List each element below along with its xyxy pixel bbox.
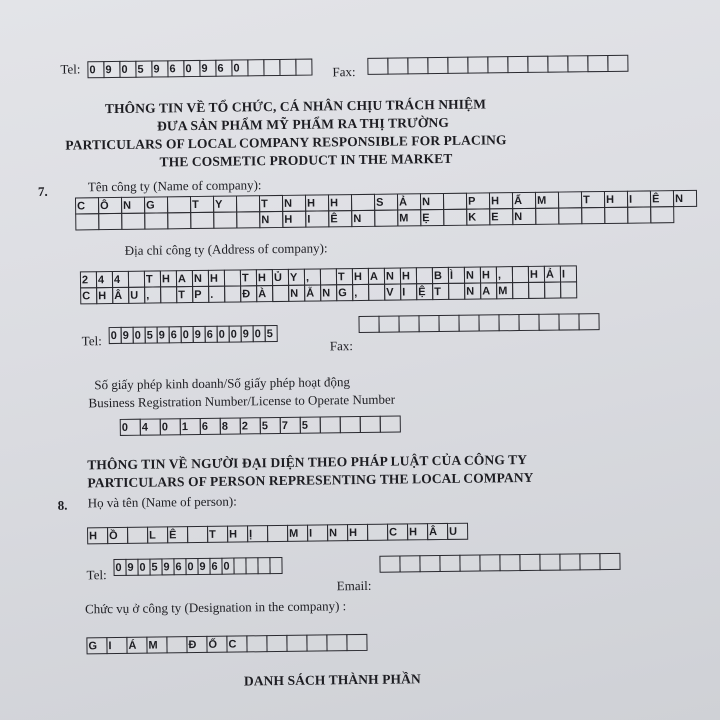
char-box[interactable]: Ủ	[272, 269, 289, 286]
char-box[interactable]	[295, 59, 312, 76]
char-box[interactable]: 1	[180, 418, 201, 435]
char-box[interactable]: 6	[169, 326, 182, 343]
char-box[interactable]: 0	[221, 558, 234, 575]
char-box[interactable]: 5	[300, 416, 321, 433]
char-box[interactable]: T	[190, 196, 214, 213]
char-box[interactable]: H	[208, 270, 225, 287]
person-name-boxes[interactable]	[88, 523, 468, 545]
company-name-label: Tên công ty (Name of company):	[87, 177, 262, 195]
char-box[interactable]: T	[432, 283, 449, 300]
char-box[interactable]	[306, 634, 327, 651]
top-fax-label: Fax:	[332, 64, 356, 80]
char-box[interactable]	[599, 553, 620, 570]
char-box[interactable]	[547, 55, 568, 72]
person-tel-label: Tel:	[86, 567, 107, 583]
char-box[interactable]: G	[86, 637, 107, 654]
char-box[interactable]: 2	[80, 271, 97, 288]
item-number-8: 8.	[57, 497, 68, 513]
char-box[interactable]	[236, 195, 260, 212]
char-box[interactable]	[266, 635, 287, 652]
char-box[interactable]: 0	[119, 61, 136, 78]
char-box[interactable]: 0	[87, 61, 104, 78]
char-box[interactable]	[518, 314, 539, 331]
char-box[interactable]: I	[400, 283, 417, 300]
item-number-7: 7.	[37, 183, 48, 199]
person-tel-boxes[interactable]	[114, 557, 282, 576]
char-box[interactable]	[368, 284, 385, 301]
company-tel-label: Tel:	[81, 333, 102, 349]
char-box[interactable]: 9	[157, 326, 170, 343]
char-box[interactable]	[418, 315, 439, 332]
char-box[interactable]	[447, 57, 468, 74]
char-box[interactable]: P	[192, 286, 209, 303]
char-box[interactable]: 9	[121, 327, 134, 344]
char-box[interactable]	[98, 213, 122, 230]
char-box[interactable]	[320, 416, 341, 433]
org-heading-en-1: PARTICULARS OF LOCAL COMPANY RESPONSIBLE FOR PLACING	[65, 132, 507, 153]
char-box[interactable]	[398, 315, 419, 332]
char-box[interactable]: H	[282, 211, 306, 228]
char-box[interactable]: T	[240, 269, 257, 286]
char-box[interactable]	[581, 207, 605, 224]
char-box[interactable]	[579, 553, 600, 570]
char-box[interactable]: V	[384, 283, 401, 300]
char-box[interactable]	[507, 56, 528, 73]
char-box[interactable]: 0	[231, 59, 248, 76]
char-box[interactable]: T	[336, 268, 353, 285]
char-box[interactable]: N	[259, 211, 283, 228]
char-box[interactable]: 0	[137, 559, 150, 576]
char-box[interactable]	[498, 314, 519, 331]
char-box[interactable]: 6	[173, 558, 186, 575]
char-box[interactable]	[427, 57, 448, 74]
char-box[interactable]	[578, 313, 599, 330]
char-box[interactable]	[267, 525, 288, 542]
char-box[interactable]	[379, 556, 400, 573]
char-box[interactable]	[416, 267, 433, 284]
char-box[interactable]: Â	[427, 523, 448, 540]
char-box[interactable]: ,	[144, 286, 161, 303]
char-box[interactable]: H	[305, 194, 329, 211]
char-box[interactable]	[374, 210, 398, 227]
char-box[interactable]	[478, 314, 499, 331]
char-box[interactable]	[519, 554, 540, 571]
char-box[interactable]	[650, 206, 674, 223]
char-box[interactable]	[187, 526, 208, 543]
char-box[interactable]	[443, 209, 467, 226]
char-box[interactable]: A	[480, 282, 497, 299]
char-box[interactable]: N	[351, 210, 375, 227]
char-box[interactable]: Đ	[240, 285, 257, 302]
char-box[interactable]: Ẹ	[420, 209, 444, 226]
char-box[interactable]: Ê	[328, 210, 352, 227]
char-box[interactable]: T	[259, 195, 283, 212]
char-box[interactable]: 0	[229, 325, 242, 342]
char-box[interactable]: 4	[140, 418, 161, 435]
char-box[interactable]	[387, 57, 408, 74]
char-box[interactable]	[448, 283, 465, 300]
char-box[interactable]	[160, 286, 177, 303]
char-box[interactable]	[458, 315, 479, 332]
char-box[interactable]	[320, 268, 337, 285]
char-box[interactable]: Ô	[98, 197, 122, 214]
char-box[interactable]	[399, 555, 420, 572]
char-box[interactable]	[236, 211, 260, 228]
char-box[interactable]: Ẩ	[512, 192, 536, 209]
char-box[interactable]: N	[192, 270, 209, 287]
char-box[interactable]: S	[374, 194, 398, 211]
char-box[interactable]: Ê	[167, 526, 188, 543]
license-number-boxes[interactable]	[121, 416, 401, 436]
char-box[interactable]	[224, 285, 241, 302]
char-box[interactable]: 9	[161, 558, 174, 575]
char-box[interactable]: C	[80, 287, 97, 304]
char-box[interactable]: A	[368, 268, 385, 285]
rep-heading-en: PARTICULARS OF PERSON REPRESENTING THE LOCAL COMPANY	[87, 469, 534, 491]
char-box[interactable]	[351, 194, 375, 211]
char-box[interactable]	[499, 554, 520, 571]
char-box[interactable]: 4	[96, 271, 113, 288]
char-box[interactable]: 4	[112, 271, 129, 288]
char-box[interactable]	[224, 269, 241, 286]
char-box[interactable]: M	[146, 636, 167, 653]
char-box[interactable]	[419, 555, 440, 572]
char-box[interactable]: C	[226, 635, 247, 652]
char-box[interactable]	[407, 57, 428, 74]
char-box[interactable]: H	[256, 269, 273, 286]
designation-label: Chức vụ ở công ty (Designation in the company) :	[84, 598, 347, 617]
char-box[interactable]	[286, 635, 307, 652]
char-box[interactable]: Ị	[247, 525, 268, 542]
char-box[interactable]	[627, 206, 651, 223]
char-box[interactable]: 8	[220, 417, 241, 434]
char-box[interactable]	[567, 55, 588, 72]
char-box[interactable]: H	[407, 523, 428, 540]
char-box[interactable]: Y	[288, 269, 305, 286]
char-box[interactable]: Ả	[544, 266, 561, 283]
char-box[interactable]: 9	[125, 559, 138, 576]
char-box[interactable]	[512, 282, 529, 299]
char-box[interactable]: ,	[304, 268, 321, 285]
company-tel-boxes[interactable]	[110, 325, 278, 344]
char-box[interactable]: 5	[145, 326, 158, 343]
char-box[interactable]	[558, 207, 582, 224]
char-box[interactable]	[121, 213, 145, 230]
char-box[interactable]: I	[106, 637, 127, 654]
char-box[interactable]	[346, 634, 367, 651]
char-box[interactable]: G	[336, 284, 353, 301]
char-box[interactable]: N	[320, 284, 337, 301]
char-box[interactable]: I	[307, 524, 328, 541]
char-box[interactable]: H	[352, 268, 369, 285]
char-box[interactable]: I	[627, 190, 651, 207]
char-box[interactable]: ,	[496, 266, 513, 283]
char-box[interactable]: P	[466, 192, 490, 209]
char-box[interactable]	[380, 416, 401, 433]
char-box[interactable]: 5	[265, 325, 278, 342]
char-box[interactable]: 9	[197, 558, 210, 575]
char-box[interactable]	[167, 212, 191, 229]
char-box[interactable]	[439, 555, 460, 572]
char-box[interactable]: I	[305, 210, 329, 227]
char-box[interactable]: 9	[199, 60, 216, 77]
char-box[interactable]	[512, 266, 529, 283]
char-box[interactable]	[587, 55, 608, 72]
char-box[interactable]: I	[560, 265, 577, 282]
char-box[interactable]: À	[256, 285, 273, 302]
top-tel-label: Tel:	[60, 61, 81, 77]
char-box[interactable]: Ì	[448, 267, 465, 284]
char-box[interactable]	[247, 59, 264, 76]
char-box[interactable]: .	[208, 286, 225, 303]
char-box[interactable]	[213, 211, 237, 228]
char-box[interactable]: U	[447, 523, 468, 540]
char-box[interactable]	[127, 527, 148, 544]
char-box[interactable]: Â	[112, 287, 129, 304]
char-box[interactable]: H	[347, 524, 368, 541]
char-box[interactable]: 5	[135, 61, 152, 78]
org-heading-vi-1: THÔNG TIN VỀ TỔ CHỨC, CÁ NHÂN CHỊU TRÁCH NHIỆM	[104, 96, 487, 117]
char-box[interactable]: 5	[260, 417, 281, 434]
char-box[interactable]: N	[288, 285, 305, 302]
char-box[interactable]: E	[489, 208, 513, 225]
char-box[interactable]: Ồ	[107, 527, 128, 544]
char-box[interactable]: Ố	[206, 636, 227, 653]
char-box[interactable]: N	[464, 283, 481, 300]
char-box[interactable]: 2	[240, 417, 261, 434]
char-box[interactable]: 0	[217, 326, 230, 343]
char-box[interactable]: B	[432, 267, 449, 284]
char-box[interactable]: N	[464, 267, 481, 284]
char-box[interactable]	[479, 554, 500, 571]
char-box[interactable]	[358, 316, 379, 333]
char-box[interactable]: H	[328, 194, 352, 211]
char-box[interactable]: 9	[151, 60, 168, 77]
char-box[interactable]: H	[480, 266, 497, 283]
char-box[interactable]	[438, 315, 459, 332]
char-box[interactable]: 0	[160, 418, 181, 435]
char-box[interactable]: 0	[120, 419, 141, 436]
char-box[interactable]: Đ	[186, 636, 207, 653]
char-box[interactable]	[263, 59, 280, 76]
char-box[interactable]: M	[287, 525, 308, 542]
char-box[interactable]: 0	[181, 326, 194, 343]
char-box[interactable]: N	[121, 197, 145, 214]
char-box[interactable]: 6	[167, 60, 184, 77]
license-label-en: Business Registration Number/License to Operate Number	[88, 391, 396, 411]
char-box[interactable]: 9	[241, 325, 254, 342]
char-box[interactable]: Ê	[650, 190, 674, 207]
char-box[interactable]: M	[397, 209, 421, 226]
char-box[interactable]: 9	[103, 61, 120, 78]
char-box[interactable]	[538, 314, 559, 331]
char-box[interactable]	[269, 557, 282, 574]
char-box[interactable]: H	[87, 527, 108, 544]
char-box[interactable]	[326, 634, 347, 651]
char-box[interactable]	[279, 59, 296, 76]
char-box[interactable]: N	[282, 195, 306, 212]
char-box[interactable]	[144, 212, 168, 229]
char-box[interactable]: M	[535, 192, 559, 209]
char-box[interactable]	[459, 555, 480, 572]
char-box[interactable]	[190, 212, 214, 229]
char-box[interactable]: C	[75, 197, 99, 214]
char-box[interactable]: T	[207, 526, 228, 543]
char-box[interactable]: 7	[280, 417, 301, 434]
char-box[interactable]: 0	[185, 558, 198, 575]
char-box[interactable]: 5	[149, 558, 162, 575]
char-box[interactable]: T	[144, 270, 161, 287]
char-box[interactable]	[528, 282, 545, 299]
char-box[interactable]	[128, 271, 145, 288]
char-box[interactable]	[378, 316, 399, 333]
char-box[interactable]: 0	[113, 559, 126, 576]
char-box[interactable]: ,	[352, 284, 369, 301]
person-email-boxes[interactable]	[380, 553, 620, 573]
char-box[interactable]: N	[384, 267, 401, 284]
char-box[interactable]	[443, 193, 467, 210]
char-box[interactable]	[360, 416, 381, 433]
char-box[interactable]: U	[128, 287, 145, 304]
char-box[interactable]: 0	[183, 60, 200, 77]
char-box[interactable]	[167, 196, 191, 213]
char-box[interactable]: 6	[200, 418, 221, 435]
char-box[interactable]: N	[327, 524, 348, 541]
company-address-label: Địa chỉ công ty (Address of company):	[124, 240, 328, 258]
char-box[interactable]	[604, 207, 628, 224]
char-box[interactable]: 0	[253, 325, 266, 342]
char-box[interactable]	[539, 554, 560, 571]
company-fax-boxes[interactable]	[359, 313, 599, 333]
char-box[interactable]: Á	[126, 637, 147, 654]
char-box[interactable]: 9	[193, 326, 206, 343]
designation-boxes[interactable]	[87, 634, 367, 654]
char-box[interactable]: H	[160, 270, 177, 287]
char-box[interactable]	[246, 635, 267, 652]
char-box[interactable]	[607, 55, 628, 72]
char-box[interactable]	[558, 313, 579, 330]
char-box[interactable]: H	[489, 192, 513, 209]
char-box[interactable]	[558, 191, 582, 208]
char-box[interactable]: Ẵ	[304, 284, 321, 301]
char-box[interactable]	[560, 281, 577, 298]
rep-heading-vi: THÔNG TIN VỀ NGƯỜI ĐẠI DIỆN THEO PHÁP LUẬT CỦA CÔNG TY	[87, 451, 528, 473]
char-box[interactable]: N	[420, 193, 444, 210]
char-box[interactable]: N	[673, 190, 697, 207]
char-box[interactable]	[527, 56, 548, 73]
char-box[interactable]: N	[512, 208, 536, 225]
char-box[interactable]: L	[147, 526, 168, 543]
char-box[interactable]	[340, 416, 361, 433]
char-box[interactable]	[367, 524, 388, 541]
char-box[interactable]: T	[581, 191, 605, 208]
char-box[interactable]: K	[466, 208, 490, 225]
char-box[interactable]: H	[96, 287, 113, 304]
email-label: Email:	[336, 577, 372, 594]
char-box[interactable]	[535, 208, 559, 225]
org-heading-en-2: THE COSMETIC PRODUCT IN THE MARKET	[159, 150, 453, 170]
char-box[interactable]	[272, 285, 289, 302]
char-box[interactable]: H	[227, 525, 248, 542]
char-box[interactable]: 6	[209, 558, 222, 575]
char-box[interactable]: H	[604, 191, 628, 208]
char-box[interactable]: C	[387, 523, 408, 540]
char-box[interactable]: H	[528, 266, 545, 283]
char-box[interactable]: Ả	[397, 193, 421, 210]
char-box[interactable]	[467, 56, 488, 73]
char-box[interactable]	[367, 58, 388, 75]
char-box[interactable]: 6	[205, 326, 218, 343]
top-tel-boxes[interactable]	[88, 59, 312, 79]
char-box[interactable]: T	[176, 286, 193, 303]
char-box[interactable]: 0	[109, 327, 122, 344]
char-box[interactable]	[75, 213, 99, 230]
company-fax-label: Fax:	[329, 338, 354, 354]
person-name-label: Họ và tên (Name of person):	[87, 493, 237, 511]
license-label-vi: Số giấy phép kinh doanh/Số giấy phép hoạt động	[94, 374, 350, 393]
char-box[interactable]: 0	[133, 327, 146, 344]
char-box[interactable]	[166, 636, 187, 653]
char-box[interactable]: H	[400, 267, 417, 284]
char-box[interactable]: Ệ	[416, 283, 433, 300]
char-box[interactable]: G	[144, 196, 168, 213]
char-box[interactable]: 6	[215, 60, 232, 77]
ingredients-heading: DANH SÁCH THÀNH PHẦN	[243, 671, 421, 689]
top-fax-boxes[interactable]	[368, 55, 628, 75]
char-box[interactable]	[559, 553, 580, 570]
char-box[interactable]	[487, 56, 508, 73]
org-heading-vi-2: ĐƯA SẢN PHẨM MỸ PHẨM RA THỊ TRƯỜNG	[157, 114, 449, 134]
char-box[interactable]: Y	[213, 195, 237, 212]
char-box[interactable]: A	[176, 270, 193, 287]
char-box[interactable]	[544, 282, 561, 299]
char-box[interactable]: M	[496, 282, 513, 299]
